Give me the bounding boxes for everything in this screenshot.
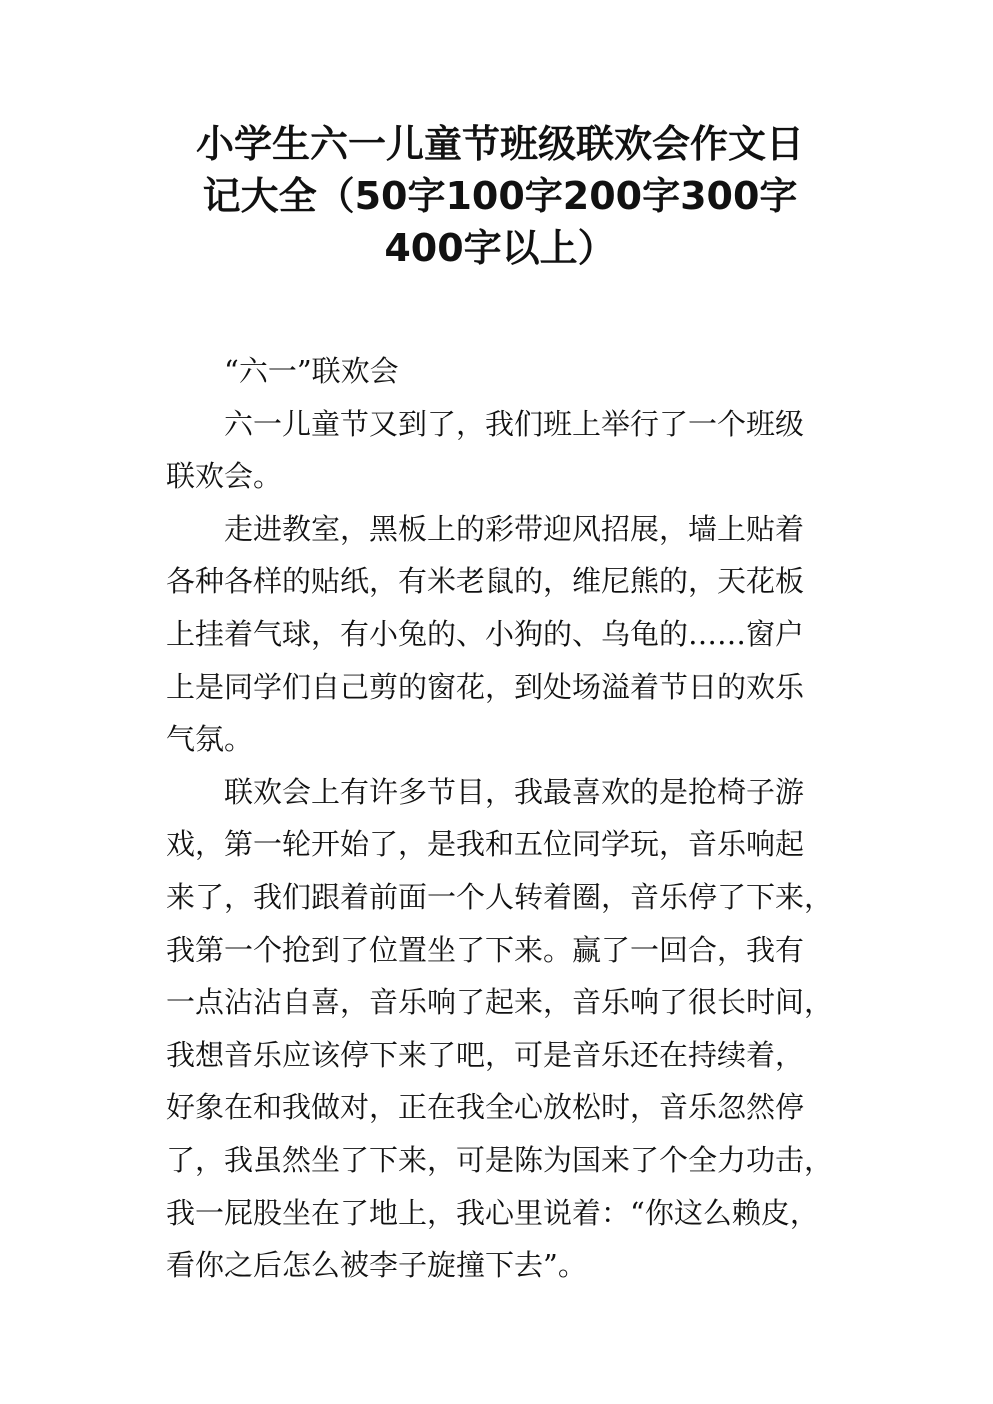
- paragraph-line: 气氛。: [166, 722, 254, 757]
- paragraph-line: 看你之后怎么被李子旋撞下去”。: [166, 1248, 587, 1283]
- paragraph-line: 各种各样的贴纸，有米老鼠的，维尼熊的，天花板: [166, 564, 805, 599]
- paragraph-line: 我一屁股坐在了地上，我心里说着：“你这么赖皮，: [166, 1195, 819, 1230]
- paragraph-line: 上是同学们自己剪的窗花，到处场溢着节日的欢乐: [166, 669, 805, 704]
- paragraph-line: 走进教室，黑板上的彩带迎风招展，墙上贴着: [224, 511, 805, 546]
- paragraph-line: 我想音乐应该停下来了吧，可是音乐还在持续着，: [166, 1037, 805, 1072]
- title-line-2: 记大全（50字100字200字300字: [202, 174, 798, 218]
- page-title: [160, 118, 840, 274]
- paragraph-line: 一点沾沾自喜，音乐响了起来，音乐响了很长时间，: [166, 985, 834, 1020]
- paragraph-line: 戏，第一轮开始了，是我和五位同学玩，音乐响起: [166, 827, 805, 862]
- paragraph-line: 来了，我们跟着前面一个人转着圈，音乐停了下来，: [166, 879, 834, 914]
- article-subheading: “六一”联欢会: [224, 354, 399, 388]
- paragraph-line: 六一儿童节又到了，我们班上举行了一个班级: [224, 406, 805, 441]
- paragraph-line: 上挂着气球，有小兔的、小狗的、乌龟的……窗户: [166, 616, 805, 651]
- paragraph-1: [166, 398, 836, 503]
- article-body: [166, 345, 836, 1292]
- paragraph-line: 了，我虽然坐了下来，可是陈为国来了个全力功击，: [166, 1142, 834, 1177]
- paragraph-3: [166, 766, 836, 1292]
- title-line-1: 小学生六一儿童节班级联欢会作文日: [195, 122, 804, 166]
- title-line-3: 400字以上）: [384, 226, 616, 270]
- paragraph-line: 我第一个抢到了位置坐了下来。赢了一回合，我有: [166, 932, 805, 967]
- paragraph-line: 联欢会。: [166, 459, 283, 494]
- paragraph-line: 联欢会上有许多节目，我最喜欢的是抢椅子游: [224, 774, 805, 809]
- paragraph-line: 好象在和我做对，正在我全心放松时，音乐忽然停: [166, 1090, 805, 1125]
- paragraph-2: [166, 503, 836, 766]
